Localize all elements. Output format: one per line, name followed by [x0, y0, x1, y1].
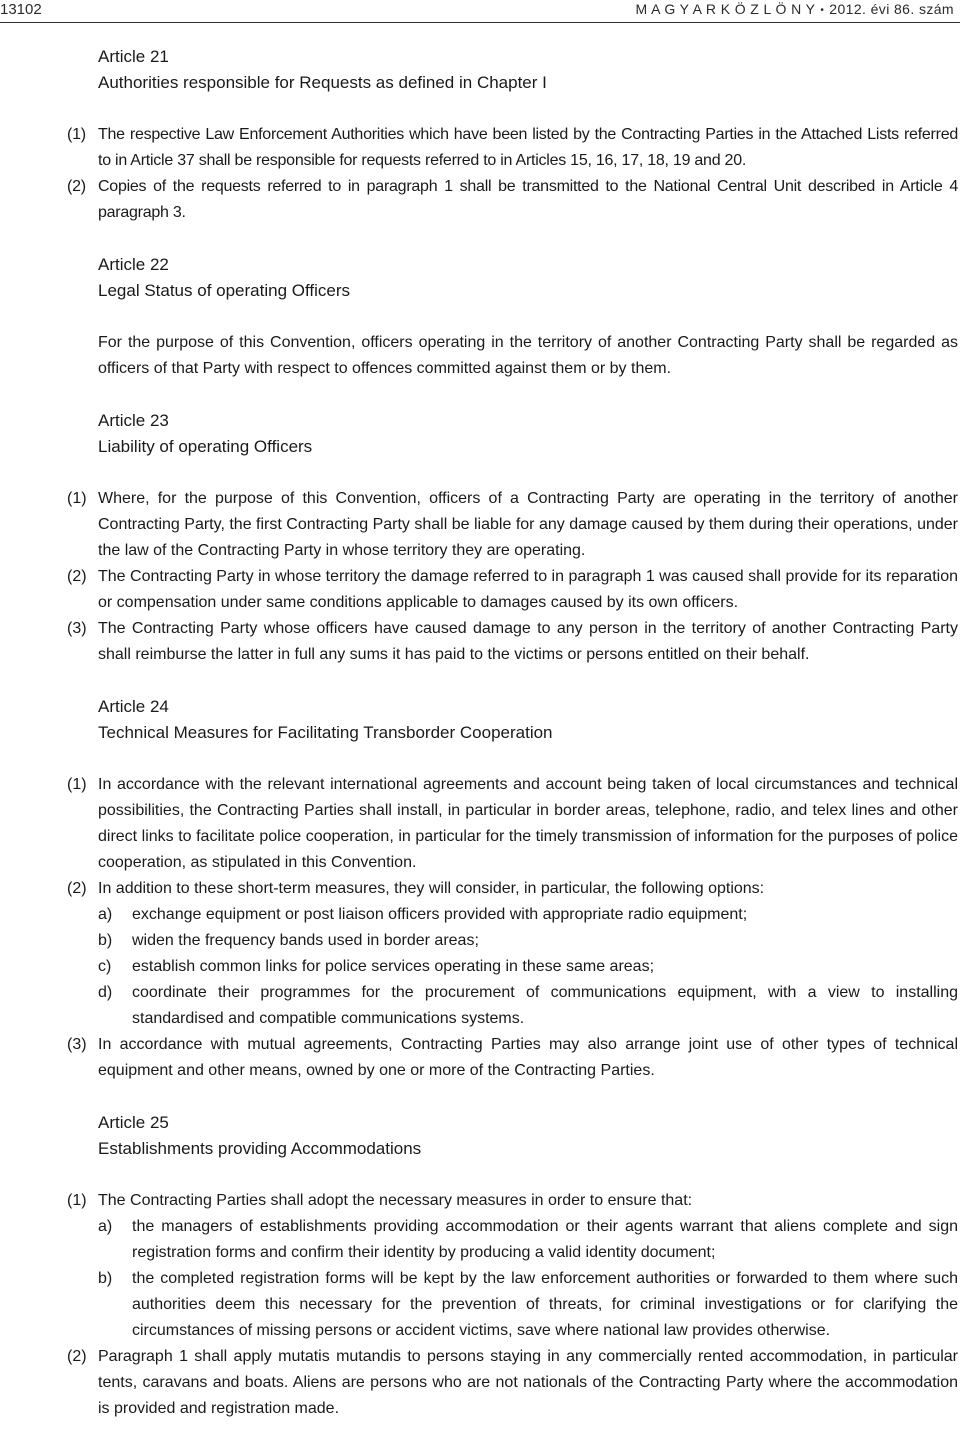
item-letter: a) — [98, 1218, 113, 1235]
paragraph — [0, 1188, 960, 1214]
list-item — [0, 928, 960, 954]
item-letter: c) — [98, 958, 112, 975]
paragraph-number: (1) — [67, 776, 87, 793]
paragraph-number: (3) — [67, 620, 87, 637]
item-text: coordinate their programmes for the procurement of communications equipment, with a view to installing standardised and compatible communications systems. — [132, 984, 958, 1027]
article-number: Article 25 — [98, 1113, 169, 1132]
paragraph-number: (1) — [67, 126, 86, 143]
article-title: Legal Status of operating Officers — [98, 281, 351, 300]
article-number: Article 24 — [98, 697, 169, 716]
paragraph-text: Copies of the requests referred to in paragraph 1 shall be transmitted to the National Central Unit described in Article 4 paragraph 3. — [98, 178, 958, 221]
bullet-separator: • — [820, 5, 825, 16]
running-head — [635, 1, 954, 17]
paragraph — [0, 122, 960, 174]
paragraph-text: The Contracting Parties shall adopt the necessary measures in order to ensure that: — [98, 1192, 693, 1209]
article-24 — [0, 694, 960, 1084]
issue-label: 2012. évi 86. szám — [829, 1, 954, 17]
article-number: Article 22 — [98, 255, 169, 274]
paragraph-number: (3) — [67, 1036, 87, 1053]
paragraph-number: (2) — [67, 880, 87, 897]
paragraph — [0, 616, 960, 668]
page-header — [0, 0, 960, 26]
list-item — [0, 980, 960, 1032]
paragraph-number: (2) — [67, 568, 87, 585]
paragraph-text: The respective Law Enforcement Authorities which have been listed by the Contracting Parties in the Attached Lists referred to in Article 37 shall be responsible for requests referred to in Articles 15, 16, 17, 18, 19 and 20. — [98, 126, 958, 169]
article-21 — [0, 44, 960, 226]
article-title: Liability of operating Officers — [98, 437, 313, 456]
article-number: Article 21 — [98, 47, 169, 66]
journal-title: M A G Y A R K Ö Z L Ö N Y — [635, 1, 816, 17]
paragraph-text: The Contracting Party in whose territory the damage referred to in paragraph 1 was caused shall provide for its reparation or compensation under same conditions applicable to damages caused by its own officers. — [98, 568, 958, 611]
paragraph — [0, 876, 960, 902]
paragraph-text: The Contracting Party whose officers have caused damage to any person in the territory of another Contracting Party shall reimburse the latter in full any sums it has paid to the victims or persons entitled on their behalf. — [98, 620, 958, 663]
article-number: Article 23 — [98, 411, 169, 430]
item-text: widen the frequency bands used in border areas; — [132, 932, 479, 949]
paragraph — [0, 486, 960, 564]
paragraph-number: (2) — [67, 178, 86, 195]
paragraph — [0, 564, 960, 616]
paragraph-text: In accordance with mutual agreements, Contracting Parties may also arrange joint use of other types of technical equipment and other means, owned by one or more of the Contracting Parties. — [98, 1036, 958, 1079]
article-25 — [0, 1110, 960, 1422]
paragraph-number: (1) — [67, 490, 87, 507]
article-title: Establishments providing Accommodations — [98, 1139, 422, 1158]
list-item — [0, 954, 960, 980]
article-23 — [0, 408, 960, 668]
paragraph-text: In accordance with the relevant international agreements and account being taken of local circumstances and technical possibilities, the Contracting Parties shall install, in particular in border areas, telephone, radio, and telex lines and other direct links to facilitate police cooperation, in particular for the timely transmission of information for the purposes of police cooperation, as stipulated in this Convention. — [98, 776, 958, 871]
header-rule — [0, 22, 960, 23]
page-number: 13102 — [0, 1, 42, 18]
paragraph-text: In addition to these short-term measures, they will consider, in particular, the following options: — [98, 880, 765, 897]
article-22 — [0, 252, 960, 382]
paragraph-text: Paragraph 1 shall apply mutatis mutandis to persons staying in any commercially rented accommodation, in particular tents, caravans and boats. Aliens are persons who are not nationals of the Contracting Party where the accommodation is provided and registration made. — [98, 1348, 958, 1417]
paragraph — [0, 772, 960, 876]
article-title: Technical Measures for Facilitating Transborder Cooperation — [98, 723, 553, 742]
document-body — [0, 44, 960, 1448]
paragraph-text: Where, for the purpose of this Convention, officers of a Contracting Party are operating in the territory of another Contracting Party, the first Contracting Party shall be liable for any damage caused by them during their operations, under the law of the Contracting Party in whose territory they are operating. — [98, 490, 958, 559]
list-item — [0, 1214, 960, 1266]
item-text: establish common links for police services operating in these same areas; — [132, 958, 655, 975]
item-text: the completed registration forms will be kept by the law enforcement authorities or forwarded to them where such authorities deem this necessary for the prevention of threats, for criminal investigations or for clarifying the circumstances of missing persons or accident victims, save where national law provides otherwise. — [132, 1270, 958, 1339]
item-letter: b) — [98, 1270, 113, 1287]
paragraph — [0, 1344, 960, 1422]
item-letter: d) — [98, 984, 113, 1001]
article-text: For the purpose of this Convention, officers operating in the territory of another Contracting Party shall be regarded as officers of that Party with respect to offences committed against them or by them. — [98, 334, 958, 377]
article-title: Authorities responsible for Requests as defined in Chapter I — [98, 73, 547, 92]
paragraph — [0, 1032, 960, 1084]
paragraph-number: (2) — [67, 1348, 87, 1365]
paragraph — [0, 174, 960, 226]
list-item — [0, 902, 960, 928]
item-letter: a) — [98, 906, 113, 923]
list-item — [0, 1266, 960, 1344]
item-text: exchange equipment or post liaison officers provided with appropriate radio equipment; — [132, 906, 748, 923]
item-letter: b) — [98, 932, 113, 949]
item-text: the managers of establishments providing accommodation or their agents warrant that aliens complete and sign registration forms and confirm their identity by producing a valid identity document; — [132, 1218, 958, 1261]
paragraph-number: (1) — [67, 1192, 87, 1209]
